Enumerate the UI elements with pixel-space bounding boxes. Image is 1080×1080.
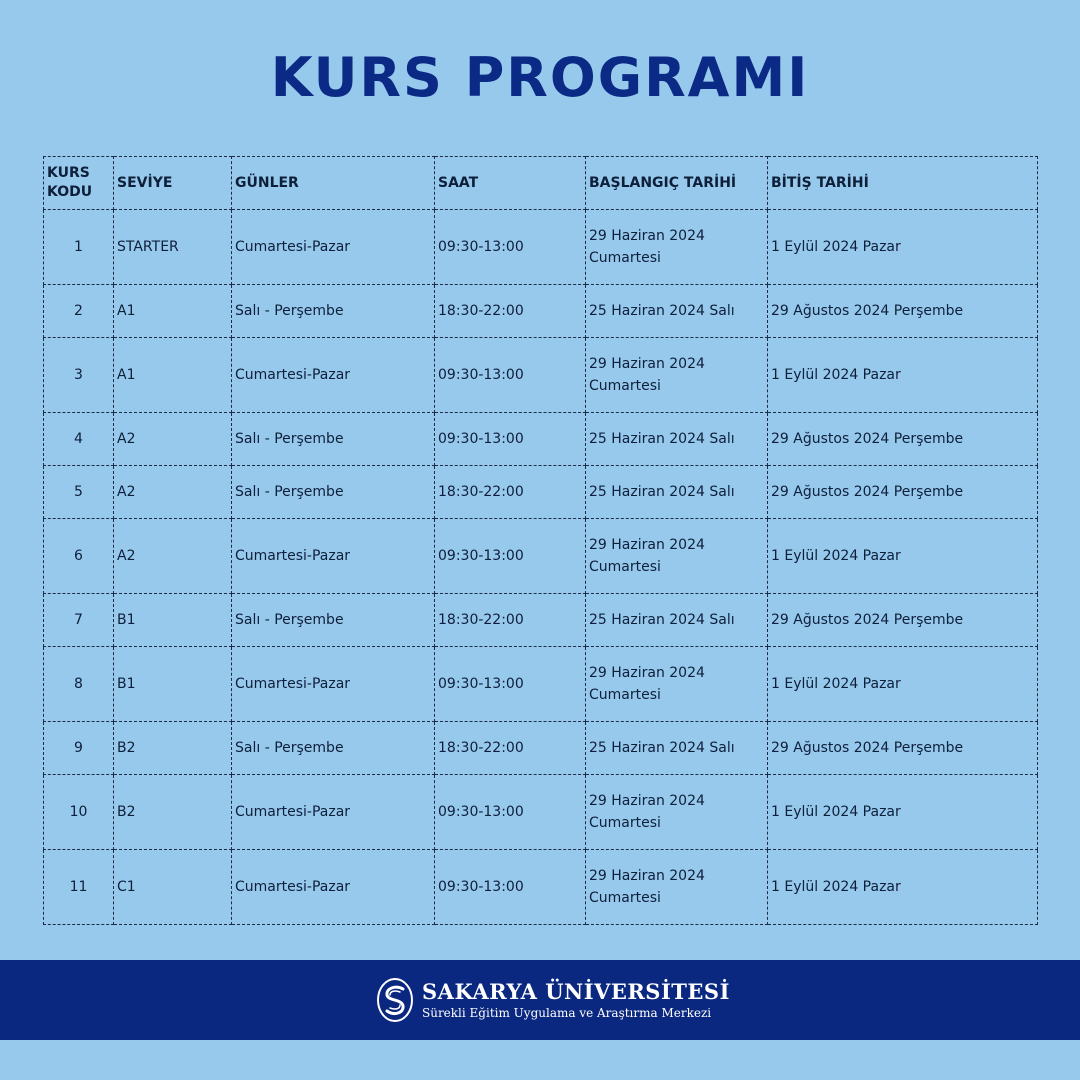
header-end-date: BİTİŞ TARİHİ — [768, 157, 1038, 210]
table-row — [44, 594, 1038, 647]
cell-course-code: 11 — [44, 850, 114, 925]
cell-end-date: 1 Eylül 2024 Pazar — [768, 775, 1038, 850]
header-start-date: BAŞLANGIÇ TARİHİ — [586, 157, 768, 210]
cell-time: 09:30-13:00 — [435, 413, 586, 466]
university-logo-icon — [376, 977, 414, 1023]
table-row — [44, 775, 1038, 850]
cell-course-code: 1 — [44, 210, 114, 285]
cell-level: A2 — [114, 519, 232, 594]
cell-course-code: 3 — [44, 338, 114, 413]
header-days: GÜNLER — [232, 157, 435, 210]
cell-time: 18:30-22:00 — [435, 594, 586, 647]
cell-days: Salı - Perşembe — [232, 285, 435, 338]
table-row — [44, 519, 1038, 594]
cell-days: Cumartesi-Pazar — [232, 338, 435, 413]
cell-time: 09:30-13:00 — [435, 210, 586, 285]
cell-end-date: 29 Ağustos 2024 Perşembe — [768, 285, 1038, 338]
cell-level: B1 — [114, 594, 232, 647]
cell-level: A2 — [114, 466, 232, 519]
cell-end-date: 29 Ağustos 2024 Perşembe — [768, 466, 1038, 519]
cell-level: A1 — [114, 338, 232, 413]
header-time: SAAT — [435, 157, 586, 210]
cell-level: A1 — [114, 285, 232, 338]
university-brand — [376, 974, 730, 1026]
cell-level: B1 — [114, 647, 232, 722]
cell-course-code: 6 — [44, 519, 114, 594]
cell-course-code: 2 — [44, 285, 114, 338]
cell-start-date: 29 Haziran 2024 Cumartesi — [586, 338, 768, 413]
table-row — [44, 850, 1038, 925]
cell-start-date: 29 Haziran 2024 Cumartesi — [586, 519, 768, 594]
cell-time: 09:30-13:00 — [435, 647, 586, 722]
footer-bar — [0, 960, 1080, 1040]
university-name: SAKARYA ÜNİVERSİTESİ — [422, 979, 730, 1004]
table-row — [44, 647, 1038, 722]
cell-course-code: 4 — [44, 413, 114, 466]
cell-days: Cumartesi-Pazar — [232, 775, 435, 850]
cell-level: A2 — [114, 413, 232, 466]
cell-course-code: 9 — [44, 722, 114, 775]
cell-end-date: 29 Ağustos 2024 Perşembe — [768, 722, 1038, 775]
cell-days: Cumartesi-Pazar — [232, 210, 435, 285]
cell-time: 18:30-22:00 — [435, 722, 586, 775]
table-row — [44, 210, 1038, 285]
cell-days: Cumartesi-Pazar — [232, 519, 435, 594]
cell-days: Salı - Perşembe — [232, 413, 435, 466]
table-header-row — [44, 157, 1038, 210]
cell-start-date: 25 Haziran 2024 Salı — [586, 722, 768, 775]
table-row — [44, 285, 1038, 338]
cell-time: 18:30-22:00 — [435, 466, 586, 519]
course-schedule-table — [43, 156, 1038, 925]
cell-end-date: 29 Ağustos 2024 Perşembe — [768, 594, 1038, 647]
cell-end-date: 1 Eylül 2024 Pazar — [768, 210, 1038, 285]
cell-days: Cumartesi-Pazar — [232, 850, 435, 925]
cell-days: Salı - Perşembe — [232, 594, 435, 647]
table-row — [44, 466, 1038, 519]
header-level: SEVİYE — [114, 157, 232, 210]
cell-start-date: 29 Haziran 2024 Cumartesi — [586, 210, 768, 285]
cell-time: 18:30-22:00 — [435, 285, 586, 338]
cell-start-date: 29 Haziran 2024 Cumartesi — [586, 850, 768, 925]
cell-level: C1 — [114, 850, 232, 925]
cell-level: STARTER — [114, 210, 232, 285]
cell-days: Cumartesi-Pazar — [232, 647, 435, 722]
cell-course-code: 10 — [44, 775, 114, 850]
cell-time: 09:30-13:00 — [435, 775, 586, 850]
cell-level: B2 — [114, 722, 232, 775]
cell-course-code: 5 — [44, 466, 114, 519]
cell-end-date: 1 Eylül 2024 Pazar — [768, 850, 1038, 925]
cell-start-date: 25 Haziran 2024 Salı — [586, 466, 768, 519]
cell-course-code: 8 — [44, 647, 114, 722]
cell-start-date: 25 Haziran 2024 Salı — [586, 285, 768, 338]
cell-start-date: 25 Haziran 2024 Salı — [586, 413, 768, 466]
cell-time: 09:30-13:00 — [435, 338, 586, 413]
header-course-code: KURS KODU — [44, 157, 114, 210]
cell-days: Salı - Perşembe — [232, 466, 435, 519]
cell-time: 09:30-13:00 — [435, 850, 586, 925]
university-subtitle: Sürekli Eğitim Uygulama ve Araştırma Merkezi — [422, 1006, 712, 1020]
page-title: KURS PROGRAMI — [270, 46, 810, 109]
cell-level: B2 — [114, 775, 232, 850]
cell-start-date: 29 Haziran 2024 Cumartesi — [586, 775, 768, 850]
cell-end-date: 1 Eylül 2024 Pazar — [768, 338, 1038, 413]
cell-course-code: 7 — [44, 594, 114, 647]
cell-start-date: 25 Haziran 2024 Salı — [586, 594, 768, 647]
cell-end-date: 1 Eylül 2024 Pazar — [768, 647, 1038, 722]
cell-end-date: 1 Eylül 2024 Pazar — [768, 519, 1038, 594]
cell-end-date: 29 Ağustos 2024 Perşembe — [768, 413, 1038, 466]
cell-time: 09:30-13:00 — [435, 519, 586, 594]
table-row — [44, 722, 1038, 775]
table-row — [44, 338, 1038, 413]
table-row — [44, 413, 1038, 466]
cell-days: Salı - Perşembe — [232, 722, 435, 775]
cell-start-date: 29 Haziran 2024 Cumartesi — [586, 647, 768, 722]
